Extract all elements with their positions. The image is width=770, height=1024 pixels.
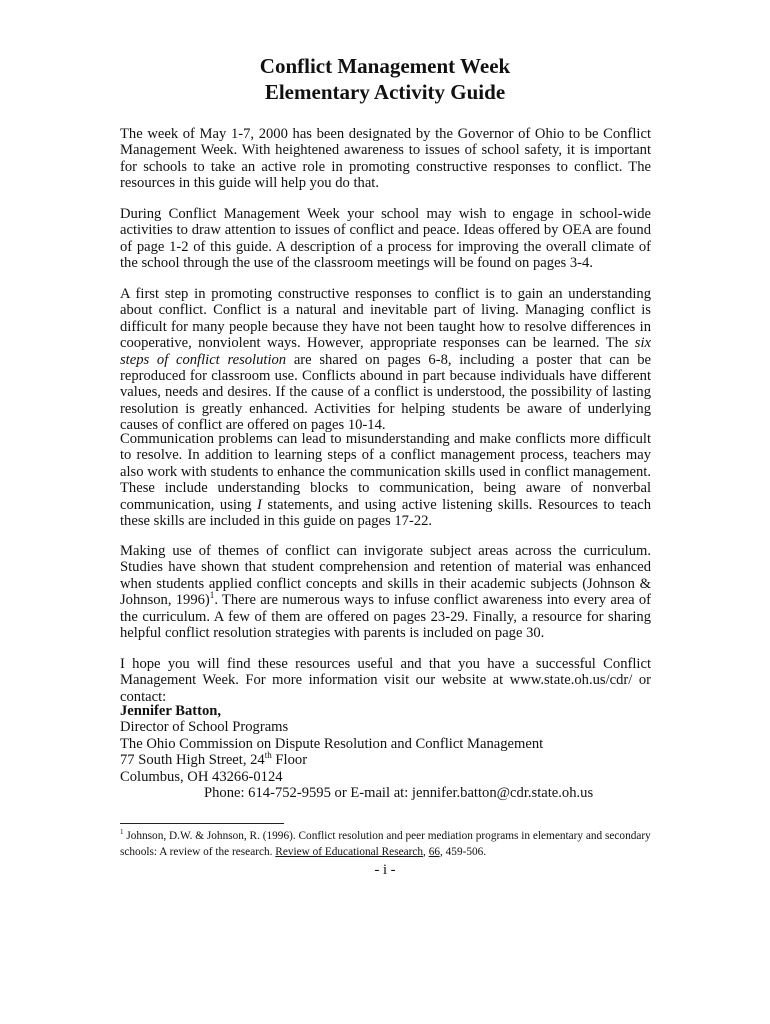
document-title — [0, 53, 770, 105]
contact-city: Columbus, OH 43266-0124 — [120, 768, 283, 785]
street-text: 77 South High Street, 24 — [120, 752, 265, 769]
paragraph-communication — [120, 431, 651, 529]
contact-block — [120, 703, 651, 801]
paragraph-intro: The week of May 1-7, 2000 has been designated by the Governor of Ohio to be Conflict Management Week. With heightened awareness to issues of school safety, it is important for schools to take an active role in promoting constructive responses to conflict. The resources in this guide will help you do that. — [120, 126, 651, 192]
paragraph-text: Making use of themes of conflict can invigorate subject areas across the curriculum. Studies have shown that student comprehension and retention of material was enhanced when students applied conflict concepts and skills in their academic subjects (Johnson & Johnson, 1996) — [120, 543, 651, 609]
contact-organization: The Ohio Commission on Dispute Resolution and Conflict Management — [120, 735, 544, 752]
paragraph-text: A first step in promoting constructive responses to conflict is to gain an understanding about conflict. Conflict is a natural and inevitable part of living. Managing conflict is difficult for many people because they have not been taught how to resolve differences in cooperative, nonviolent ways. However, appropriate responses can be learned. The — [120, 286, 651, 352]
italic-i: I — [257, 496, 262, 513]
title-line-1: Conflict Management Week — [259, 54, 511, 78]
street-floor: Floor — [271, 752, 308, 769]
paragraph-closing: I hope you will find these resources useful and that you have a successful Conflict Management Week. For more information visit our website at www.state.oh.us/cdr/ or contact: — [120, 656, 651, 705]
footnote-reference: 1 — [209, 590, 215, 601]
contact-phone-email: Phone: 614-752-9595 or E-mail at: jennifer.batton@cdr.state.oh.us — [204, 785, 594, 802]
footnote-pages: 459-506. — [442, 845, 487, 858]
footnote-journal: Review of Educational Research, — [275, 845, 426, 858]
italic-phrase: six steps of conflict resolution — [120, 335, 651, 368]
footnote-volume: 66, — [428, 845, 443, 858]
footnote — [120, 829, 651, 860]
footnote-divider — [120, 823, 284, 824]
ordinal-suffix: th — [264, 750, 272, 761]
paragraph-curriculum — [120, 543, 651, 641]
paragraph-understanding-conflict — [120, 286, 651, 434]
paragraph-text: . There are numerous ways to infuse conflict awareness into every area of the curriculum. A few of them are offered on pages 23-29. Finally, a resource for sharing helpful conflict resolution strategies with parents is included on page 30. — [120, 592, 652, 642]
paragraph-text: Communication problems can lead to misunderstanding and make conflicts more difficult to resolve. In addition to learning steps of a conflict management process, teachers may also work with students to enhance the communication skills used in conflict management. These include understanding blocks to communication, being aware of nonverbal communication, using — [120, 431, 651, 513]
footnote-marker: 1 — [120, 828, 124, 837]
contact-street — [120, 752, 651, 768]
contact-name: Jennifer Batton, — [120, 703, 222, 719]
paragraph-text: statements, and using active listening skills. Resources to teach these skills are included in this guide on pages 17-22. — [120, 496, 651, 530]
paragraph-school-activities: During Conflict Management Week your school may wish to engage in school-wide activities to draw attention to issues of conflict and peace. Ideas offered by OEA are found of page 1-2 of this guide. A description of a process for improving the overall climate of the school through the use of the classroom meetings will be found on pages 3-4. — [120, 206, 651, 272]
contact-role: Director of School Programs — [120, 719, 289, 736]
paragraph-text: are shared on pages 6-8, including a poster that can be reproduced for classroom use. Conflicts abound in part because individuals have different values, needs and desires. If the cause of a conflict is understood, the possibility of lasting resolution is greatly enhanced. Activities for helping students be aware of underlying causes of conflict are offered on pages 10-14. — [120, 351, 651, 434]
footnote-text: Johnson, D.W. & Johnson, R. (1996). Conflict resolution and peer mediation programs in elementary and secondary schools: A review of the research. — [120, 830, 651, 858]
title-line-2: Elementary Activity Guide — [264, 80, 506, 104]
page-number: - i - — [374, 862, 396, 878]
